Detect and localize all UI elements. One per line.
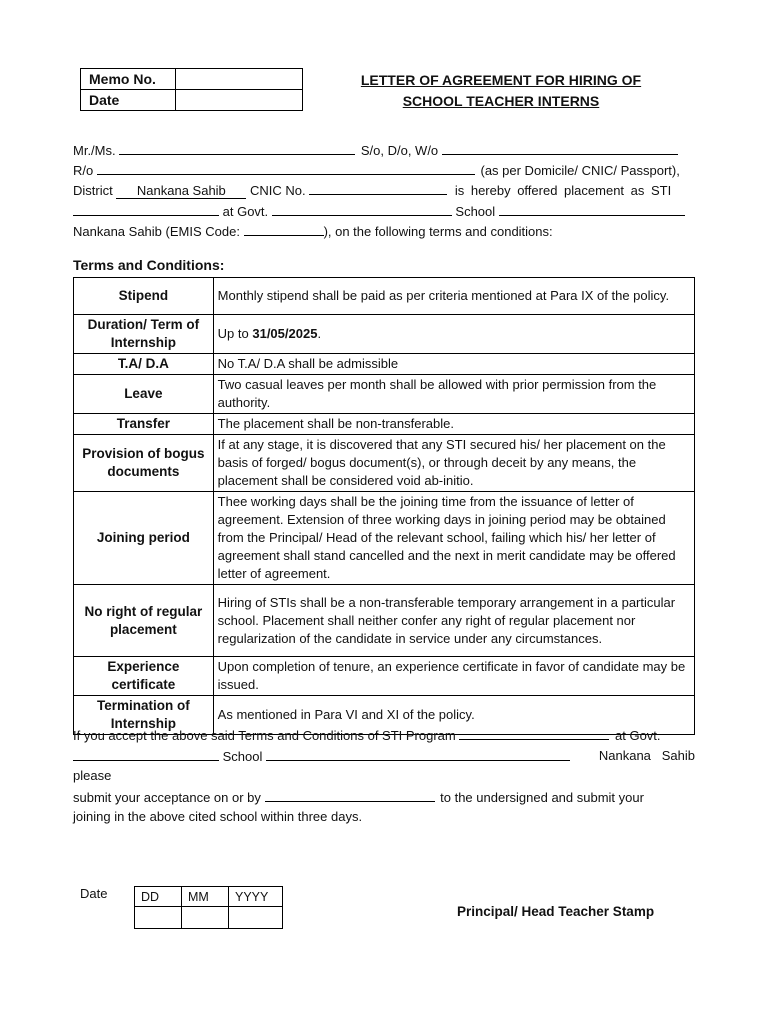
document-title	[340, 70, 662, 112]
closing-please: please	[73, 768, 112, 783]
program-blank[interactable]	[459, 725, 609, 740]
term-value: As mentioned in Para VI and XI of the policy.	[213, 696, 694, 735]
closing-at-govt: at Govt.	[615, 728, 661, 743]
table-row	[74, 414, 695, 435]
dd-field[interactable]	[135, 907, 182, 929]
emis-code-blank[interactable]	[244, 221, 324, 236]
table-row	[74, 435, 695, 492]
title-line-2: SCHOOL TEACHER INTERNS	[402, 93, 600, 109]
intro-line-4	[73, 201, 695, 220]
closing-line-1	[73, 725, 695, 744]
mr-ms-label: Mr./Ms.	[73, 143, 116, 158]
sdw-label: S/o, D/o, W/o	[360, 143, 439, 158]
term-key: Duration/ Term of Internship	[74, 315, 214, 354]
table-row	[74, 278, 695, 315]
table-row	[74, 657, 695, 696]
memo-date-label: Date	[81, 90, 176, 111]
term-value: Hiring of STIs shall be a non-transferable temporary arrangement in a particular school. Placement shall neither confer any right of regular placement nor regularization of the candidate in service under any circumstances.	[213, 585, 694, 657]
intro-line-1	[73, 140, 695, 159]
term-key: Transfer	[74, 414, 214, 435]
submit-end: to the undersigned and submit your	[440, 790, 644, 805]
signature-label: Principal/ Head Teacher Stamp	[457, 904, 655, 919]
submit-start: submit your acceptance on or by	[73, 790, 261, 805]
term-value: Monthly stipend shall be paid as per criteria mentioned at Para IX of the policy.	[213, 278, 694, 315]
school-name-blank[interactable]	[499, 201, 685, 216]
yyyy-field[interactable]	[229, 907, 283, 929]
name-blank[interactable]	[119, 140, 355, 155]
term-value	[213, 315, 694, 354]
memo-box	[80, 68, 303, 111]
mm-field[interactable]	[182, 907, 229, 929]
closing-line-2	[73, 746, 695, 765]
table-row	[74, 315, 695, 354]
mm-header: MM	[182, 887, 229, 907]
terms-table	[73, 277, 695, 735]
cnic-label: CNIC No.	[249, 183, 306, 198]
memo-no-field[interactable]	[176, 69, 303, 90]
closing-school: School	[222, 749, 263, 764]
term-value: No T.A/ D.A shall be admissible	[213, 354, 694, 375]
term-key: Experience certificate	[74, 657, 214, 696]
term-key: Termination of Internship	[74, 696, 214, 735]
term-value-suffix: .	[317, 326, 322, 341]
closing-start: If you accept the above said Terms and Conditions of STI Program	[73, 728, 456, 743]
term-key: Provision of bogus documents	[74, 435, 214, 492]
guardian-blank[interactable]	[442, 140, 678, 155]
closing-line-4	[73, 787, 695, 806]
offered-text: is hereby offered placement as STI	[454, 183, 672, 198]
table-row	[74, 375, 695, 414]
term-key: Leave	[74, 375, 214, 414]
closing-govt-blank[interactable]	[73, 746, 219, 761]
term-key: Stipend	[74, 278, 214, 315]
sti-subject-blank[interactable]	[73, 201, 219, 216]
term-value: Upon completion of tenure, an experience certificate in favor of candidate may be issued.	[213, 657, 694, 696]
dd-header: DD	[135, 887, 182, 907]
cnic-blank[interactable]	[309, 180, 447, 195]
ro-label: R/o	[73, 163, 94, 178]
intro-line-3	[73, 180, 695, 199]
term-key: No right of regular placement	[74, 585, 214, 657]
term-value: Thee working days shall be the joining time from the issuance of letter of agreement. Extension of three working days in joining period may be obtained from the Principal/ Head of the relevant school, failing which his/ her letter of agreement shall stand cancelled and the next in merit candidate may be offered letter of agreement.	[213, 492, 694, 585]
govt-school-blank[interactable]	[272, 201, 452, 216]
term-value: Two casual leaves per month shall be allowed with prior permission from the authority.	[213, 375, 694, 414]
deadline-blank[interactable]	[265, 787, 435, 802]
closing-nankana: Nankana Sahib	[598, 748, 695, 763]
date-box	[134, 886, 283, 929]
memo-date-field[interactable]	[176, 90, 303, 111]
term-value: The placement shall be non-transferable.	[213, 414, 694, 435]
term-value-prefix: Up to	[217, 326, 253, 341]
term-end-date: 31/05/2025	[252, 326, 318, 341]
title-line-1: LETTER OF AGREEMENT FOR HIRING OF	[360, 72, 642, 88]
table-row	[74, 354, 695, 375]
school-label: School	[455, 204, 496, 219]
intro-line-5	[73, 221, 695, 240]
table-row	[74, 492, 695, 585]
closing-joining: joining in the above cited school within three days.	[73, 809, 363, 824]
term-key: T.A/ D.A	[74, 354, 214, 375]
domicile-label: (as per Domicile/ CNIC/ Passport),	[480, 163, 680, 178]
yyyy-header: YYYY	[229, 887, 283, 907]
district-value[interactable]: Nankana Sahib	[116, 183, 246, 199]
term-value: If at any stage, it is discovered that any STI secured his/ her placement on the basis of forged/ bogus document(s), or through deceit by any means, the placement shall be considered void ab-initio.	[213, 435, 694, 492]
at-govt-label: at Govt.	[222, 204, 269, 219]
terms-heading: Terms and Conditions:	[73, 257, 225, 273]
term-key: Joining period	[74, 492, 214, 585]
residence-blank[interactable]	[97, 160, 475, 175]
emis-suffix: ), on the following terms and conditions:	[323, 224, 553, 239]
date-label: Date	[80, 886, 108, 901]
table-row	[74, 585, 695, 657]
memo-no-label: Memo No.	[81, 69, 176, 90]
emis-prefix: Nankana Sahib (EMIS Code:	[73, 224, 240, 239]
closing-school-blank[interactable]	[266, 746, 570, 761]
intro-line-2	[73, 160, 695, 179]
district-label: District	[73, 183, 113, 198]
